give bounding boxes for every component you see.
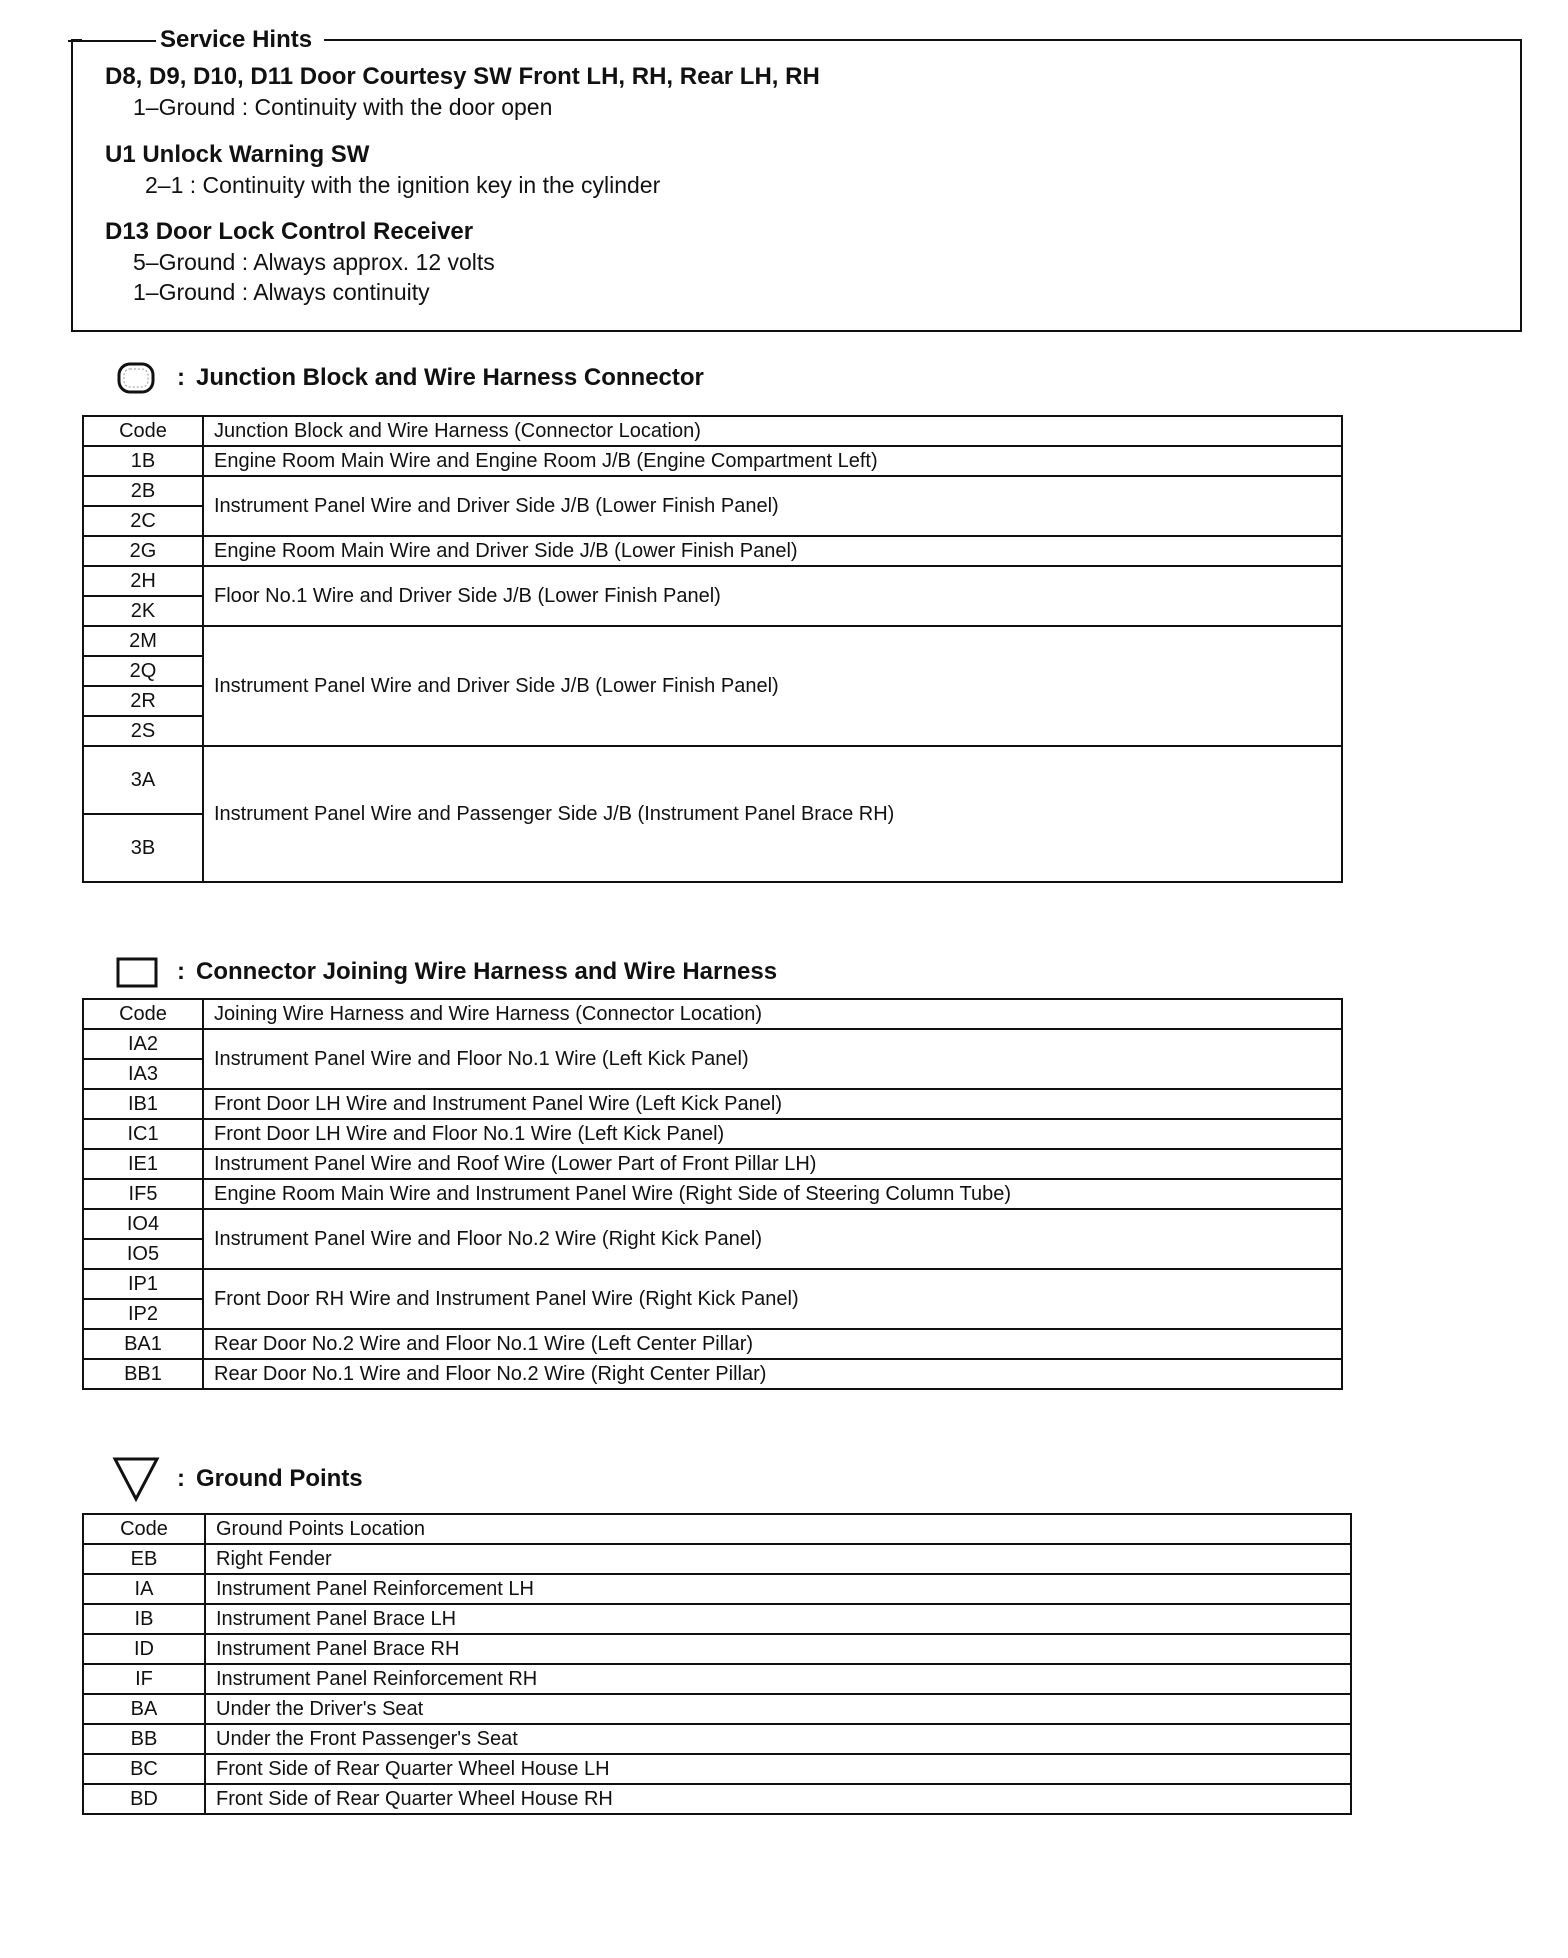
table-header-row	[83, 416, 1342, 446]
code-cell: IP1	[83, 1269, 203, 1299]
location-cell: Instrument Panel Wire and Floor No.1 Wire (Left Kick Panel)	[203, 1029, 1342, 1089]
location-cell: Instrument Panel Brace RH	[205, 1634, 1351, 1664]
table-row	[83, 1784, 1351, 1814]
location-cell: Instrument Panel Wire and Floor No.2 Wire (Right Kick Panel)	[203, 1209, 1342, 1269]
code-cell: IA2	[83, 1029, 203, 1059]
location-cell: Engine Room Main Wire and Instrument Panel Wire (Right Side of Steering Column Tube)	[203, 1179, 1342, 1209]
table-row	[83, 1664, 1351, 1694]
colon: :	[177, 958, 185, 985]
ground-section-header	[106, 1459, 363, 1499]
code-cell: IF	[83, 1664, 205, 1694]
code-cell: BA1	[83, 1329, 203, 1359]
colon: :	[177, 364, 185, 391]
junction-section-title: Junction Block and Wire Harness Connector	[196, 364, 704, 391]
ground-table	[82, 1513, 1352, 1815]
code-cell: 2M	[83, 626, 203, 656]
location-cell: Instrument Panel Reinforcement RH	[205, 1664, 1351, 1694]
connector-table	[82, 998, 1343, 1390]
table-row	[83, 1269, 1342, 1299]
code-cell: IP2	[83, 1299, 203, 1329]
code-cell: 3A	[83, 746, 203, 814]
code-cell: 2G	[83, 536, 203, 566]
code-cell: BB	[83, 1724, 205, 1754]
location-cell: Instrument Panel Wire and Roof Wire (Lower Part of Front Pillar LH)	[203, 1149, 1342, 1179]
table-row	[83, 1089, 1342, 1119]
code-cell: BB1	[83, 1359, 203, 1389]
table-row	[83, 1724, 1351, 1754]
hint-heading: D13 Door Lock Control Receiver	[105, 218, 474, 245]
location-cell: Right Fender	[205, 1544, 1351, 1574]
ground-section-title: Ground Points	[196, 1465, 363, 1492]
code-cell: 2R	[83, 686, 203, 716]
code-header: Code	[83, 999, 203, 1029]
code-cell: IF5	[83, 1179, 203, 1209]
ground-triangle-icon	[106, 1459, 166, 1499]
code-cell: 2Q	[83, 656, 203, 686]
code-cell: 2B	[83, 476, 203, 506]
code-cell: BC	[83, 1754, 205, 1784]
code-cell: IA3	[83, 1059, 203, 1089]
table-row	[83, 476, 1342, 506]
code-cell: 2S	[83, 716, 203, 746]
table-header-row	[83, 999, 1342, 1029]
table-row	[83, 1359, 1342, 1389]
colon: :	[177, 1465, 185, 1492]
location-cell: Front Side of Rear Quarter Wheel House RH	[205, 1784, 1351, 1814]
code-cell: IB	[83, 1604, 205, 1634]
location-cell: Floor No.1 Wire and Driver Side J/B (Lower Finish Panel)	[203, 566, 1342, 626]
connector-symbol-icon	[106, 952, 166, 992]
location-header: Ground Points Location	[205, 1514, 1351, 1544]
table-header-row	[83, 1514, 1351, 1544]
table-row	[83, 1754, 1351, 1784]
service-hints-title: Service Hints	[82, 25, 324, 55]
table-row	[83, 626, 1342, 656]
junction-table	[82, 415, 1343, 883]
code-cell: 2K	[83, 596, 203, 626]
location-cell: Instrument Panel Wire and Driver Side J/B (Lower Finish Panel)	[203, 626, 1342, 746]
hint-group-door-courtesy	[105, 62, 820, 122]
table-row	[83, 1149, 1342, 1179]
location-cell: Under the Front Passenger's Seat	[205, 1724, 1351, 1754]
location-cell: Instrument Panel Wire and Driver Side J/B (Lower Finish Panel)	[203, 476, 1342, 536]
code-cell: 2C	[83, 506, 203, 536]
location-cell: Rear Door No.1 Wire and Floor No.2 Wire (Right Center Pillar)	[203, 1359, 1342, 1389]
location-cell: Under the Driver's Seat	[205, 1694, 1351, 1724]
hint-heading: U1 Unlock Warning SW	[105, 141, 370, 168]
code-cell: EB	[83, 1544, 205, 1574]
table-row	[83, 536, 1342, 566]
table-row	[83, 566, 1342, 596]
table-row	[83, 1544, 1351, 1574]
location-cell: Front Door RH Wire and Instrument Panel Wire (Right Kick Panel)	[203, 1269, 1342, 1329]
code-cell: 2H	[83, 566, 203, 596]
location-cell: Engine Room Main Wire and Engine Room J/B (Engine Compartment Left)	[203, 446, 1342, 476]
hint-heading: D8, D9, D10, D11 Door Courtesy SW Front LH, RH, Rear LH, RH	[105, 63, 820, 90]
code-cell: IA	[83, 1574, 205, 1604]
code-cell: IE1	[83, 1149, 203, 1179]
location-cell: Instrument Panel Brace LH	[205, 1604, 1351, 1634]
table-row	[83, 1119, 1342, 1149]
table-row	[83, 1179, 1342, 1209]
table-row	[83, 746, 1342, 814]
location-header: Junction Block and Wire Harness (Connector Location)	[203, 416, 1342, 446]
code-cell: IO4	[83, 1209, 203, 1239]
table-row	[83, 1209, 1342, 1239]
code-header: Code	[83, 416, 203, 446]
table-row	[83, 1329, 1342, 1359]
table-row	[83, 1574, 1351, 1604]
code-cell: IB1	[83, 1089, 203, 1119]
junction-section-header	[106, 358, 704, 398]
code-cell: 1B	[83, 446, 203, 476]
code-cell: BD	[83, 1784, 205, 1814]
connector-section-header	[106, 952, 777, 992]
location-cell: Instrument Panel Wire and Passenger Side J/B (Instrument Panel Brace RH)	[203, 746, 1342, 882]
code-header: Code	[83, 1514, 205, 1544]
hint-group-unlock-warning	[105, 140, 660, 200]
location-header: Joining Wire Harness and Wire Harness (Connector Location)	[203, 999, 1342, 1029]
location-cell: Rear Door No.2 Wire and Floor No.1 Wire (Left Center Pillar)	[203, 1329, 1342, 1359]
location-cell: Front Door LH Wire and Floor No.1 Wire (Left Kick Panel)	[203, 1119, 1342, 1149]
table-row	[83, 1634, 1351, 1664]
connector-section-title: Connector Joining Wire Harness and Wire Harness	[196, 958, 778, 985]
table-row	[83, 1604, 1351, 1634]
location-cell: Engine Room Main Wire and Driver Side J/B (Lower Finish Panel)	[203, 536, 1342, 566]
table-row	[83, 446, 1342, 476]
code-cell: BA	[83, 1694, 205, 1724]
code-cell: 3B	[83, 814, 203, 882]
junction-block-symbol-icon	[106, 358, 166, 398]
location-cell: Front Side of Rear Quarter Wheel House LH	[205, 1754, 1351, 1784]
hint-group-door-lock-receiver	[105, 217, 495, 307]
table-row	[83, 1694, 1351, 1724]
hint-line: 1–Ground : Always continuity	[133, 279, 430, 305]
hint-line: 1–Ground : Continuity with the door open	[133, 94, 553, 120]
location-cell: Front Door LH Wire and Instrument Panel Wire (Left Kick Panel)	[203, 1089, 1342, 1119]
code-cell: IO5	[83, 1239, 203, 1269]
hint-line: 5–Ground : Always approx. 12 volts	[133, 249, 495, 275]
code-cell: IC1	[83, 1119, 203, 1149]
hint-line: 2–1 : Continuity with the ignition key in the cylinder	[145, 172, 661, 198]
location-cell: Instrument Panel Reinforcement LH	[205, 1574, 1351, 1604]
code-cell: ID	[83, 1634, 205, 1664]
table-row	[83, 1029, 1342, 1059]
